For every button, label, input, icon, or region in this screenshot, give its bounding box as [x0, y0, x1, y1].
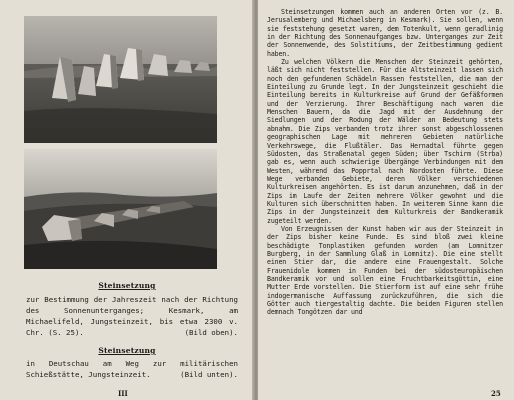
caption-2-credit: (Bild unten). — [180, 370, 238, 379]
caption-1-text — [26, 294, 238, 338]
caption-1-credit: (Bild oben). — [184, 328, 238, 337]
paragraph: Zu welchen Völkern die Menschen der Steinzeit gehörten, läßt sich nicht feststellen. Für die Altsteinzeit lassen sich noch den gefundenen Schädeln Rassen feststellen, die man der Einteilung zu Grunde legt. In der Jungsteinzeit geschieht die Einteilung bereits in Kulturkreise auf Grund der Gefäßformen und der Verzierung. Ihrer Beschäftigung nach waren die Menschen Bauern, da die Jagd mit der Ausdehnung der Siedlungen und der Rodung der Wälder an Bedeutung stets abnahm. Die Zips verbanden trotz ihrer sonst abgeschlossenen geographischen Lage mit mehreren Gebieten natürliche Verkehrswege, die Flußtäler. Das Hernadtal führte gegen Südosten, das Straßenatal gegen Süden; über Tschirm (Strba) gab es, wenn auch schwierige Übergänge Verbindungen mit dem Westen, während das Popprtal nach Nordosten führte. Diese Wege verbanden Gebiete, deren Völker verschiedenen Kulturkreisen angehörten. Es ist darum anzunehmen, daß in der Zips im Laufe der Zeiten mehrere Völker gewohnt und die Kulturen sich überschnitten haben. In weiterem Sinne kann die Zips in der Jungsteinzeit dem Kulturkreis der Bandkeramik zugeteilt werden. — [267, 58, 503, 225]
caption-2-body: in Deutschau am Weg zur militärischen Schießstätte, Jungsteinzeit. — [26, 359, 238, 379]
photo-stone-setting-top — [24, 16, 217, 143]
caption-1-title: Steinsetzung — [98, 281, 156, 290]
left-page — [0, 0, 254, 400]
right-page — [258, 0, 514, 400]
photo-stone-setting-bottom — [24, 149, 217, 269]
body-text — [267, 8, 503, 317]
page-number-right: 25 — [491, 389, 501, 398]
caption-2-text — [26, 358, 238, 380]
paragraph: Steinsetzungen kommen auch an anderen Orten vor (z. B. Jerusalemberg und Michaelsberg in Kesmark). Sie sollen, wenn sie feststehung gesetzt waren, dem Totenkult, wenn geradlinig in der Richtung des Sonnenaufganges bzw. Unterganges zur Zeit der Sonnenwende, des Solstitiums, der Zeitbestimmung gedient haben. — [267, 8, 503, 58]
paragraph: Von Erzeugnissen der Kunst haben wir aus der Steinzeit in der Zips bisher keine Funde. Es sind bloß zwei kleine beschädigte Tonplastiken gefunden worden (am Lomnitzer Burgberg, in der Sammlung Glaß in Lomnitz). Die eine stellt einen Stier dar, die andere eine Frauengestalt. Solche Frauenidole kommen in Funden bei der südosteuropäischen Bandkeramik vor und sollen eine Fruchtbarkeitsgöttin, eine Mutter Erde vorstellen. Die Stierform ist auf eine sehr frühe indogermanische Auffassung zurückzuführen, die sich die Götter auch tiergestaltig dachte. Die beiden Figuren stellen demnach Tongötzen dar und — [267, 224, 503, 317]
stone-setting-image — [24, 16, 217, 143]
page-number-left: III — [118, 389, 128, 398]
caption-1-body: zur Bestimmung der Jahreszeit nach der Richtung des Sonnenunterganges; Kesmark, am Michaelifeld, Jungsteinzeit, bis etwa 2300 v. Chr. (S. 25). — [26, 295, 238, 337]
caption-2-title: Steinsetzung — [98, 346, 156, 355]
stone-setting-image — [24, 149, 217, 269]
